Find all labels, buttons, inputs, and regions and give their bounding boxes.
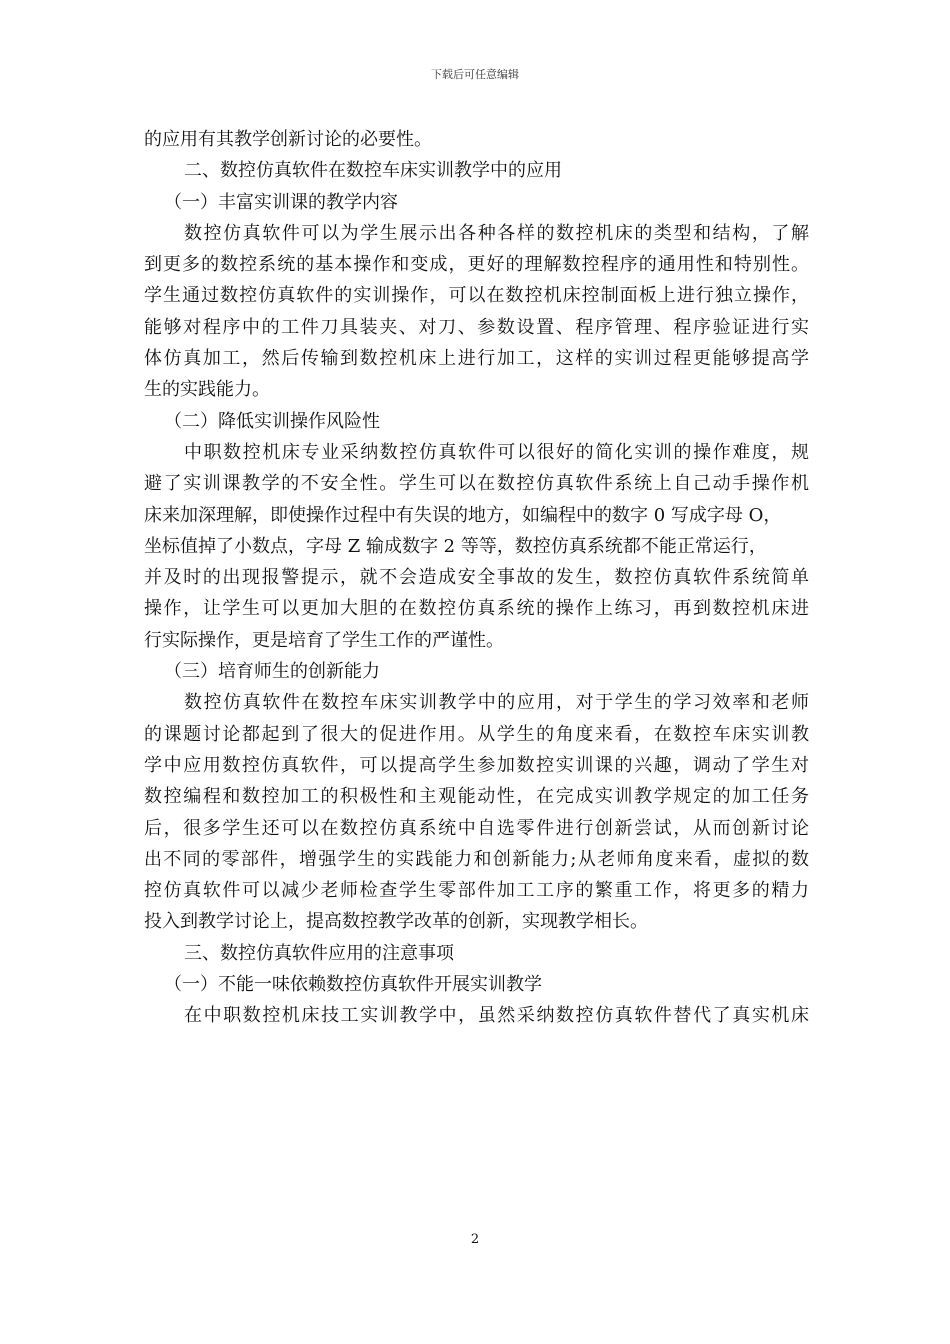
text-line: 二、数控仿真软件在数控车床实训教学中的应用 <box>184 160 562 182</box>
text-line: 坐标值掉了小数点，字母 Z 输成数字 2 等等，数控仿真系统都不能正常运行， <box>144 535 767 557</box>
text-line: 避了实训课教学的不安全性。学生可以在数控仿真软件系统上自己动手操作机 <box>144 473 809 495</box>
text-line: 学中应用数控仿真软件，可以提高学生参加数控实训课的兴趣，调动了学生对 <box>144 754 809 776</box>
text-line: （二）降低实训操作风险性 <box>164 410 380 432</box>
text-line: 数控仿真软件在数控车床实训教学中的应用，对于学生的学习效率和老师 <box>184 692 809 714</box>
text-line: （一）丰富实训课的教学内容 <box>164 191 398 213</box>
page-header: 下载后可任意编辑 <box>431 68 519 81</box>
text-line: 体仿真加工，然后传输到数控机床上进行加工，这样的实训过程更能够提高学 <box>144 348 809 370</box>
text-line: 操作，让学生可以更加大胆的在数控仿真系统的操作上练习，再到数控机床进 <box>144 598 809 620</box>
text-line: 数控仿真软件可以为学生展示出各种各样的数控机床的类型和结构，了解 <box>184 222 809 244</box>
page-number: 2 <box>470 1232 480 1247</box>
text-line: 学生通过数控仿真软件的实训操作，可以在数控机床控制面板上进行独立操作， <box>144 285 809 307</box>
text-line: 三、数控仿真软件应用的注意事项 <box>184 942 454 964</box>
text-line: 并及时的出现报警提示，就不会造成安全事故的发生，数控仿真软件系统简单 <box>144 567 809 589</box>
text-line: 投入到教学讨论上，提高数控教学改革的创新，实现教学相长。 <box>144 911 648 933</box>
text-line: 后，很多学生还可以在数控仿真系统中自选零件进行创新尝试，从而创新讨论 <box>144 817 809 839</box>
text-line: 数控编程和数控加工的积极性和主观能动性，在完成实训教学规定的加工任务 <box>144 786 809 808</box>
text-line: 出不同的零部件，增强学生的实践能力和创新能力;从老师角度来看，虚拟的数 <box>144 848 809 870</box>
text-line: 的课题讨论都起到了很大的促进作用。从学生的角度来看，在数控车床实训教 <box>144 723 809 745</box>
text-line: （三）培育师生的创新能力 <box>164 661 380 683</box>
text-line: 中职数控机床专业采纳数控仿真软件可以很好的简化实训的操作难度，规 <box>184 441 809 463</box>
text-line: （一）不能一味依赖数控仿真软件开展实训教学 <box>164 974 542 996</box>
text-line: 在中职数控机床技工实训教学中，虽然采纳数控仿真软件替代了真实机床 <box>184 1005 809 1027</box>
text-line: 到更多的数控系统的基本操作和变成，更好的理解数控程序的通用性和特别性。 <box>144 254 809 276</box>
text-line: 的应用有其教学创新讨论的必要性。 <box>144 129 432 150</box>
text-line: 能够对程序中的工件刀具装夹、对刀、参数设置、程序管理、程序验证进行实 <box>144 316 809 338</box>
text-line: 床来加深理解，即使操作过程中有失误的地方，如编程中的数字 0 写成字母 O， <box>144 504 782 526</box>
text-line: 行实际操作，更是培育了学生工作的严谨性。 <box>144 629 504 651</box>
text-line: 生的实践能力。 <box>144 379 270 401</box>
body-text <box>144 124 809 1032</box>
text-line: 控仿真软件可以减少老师检查学生零部件加工工序的繁重工作，将更多的精力 <box>144 880 809 902</box>
